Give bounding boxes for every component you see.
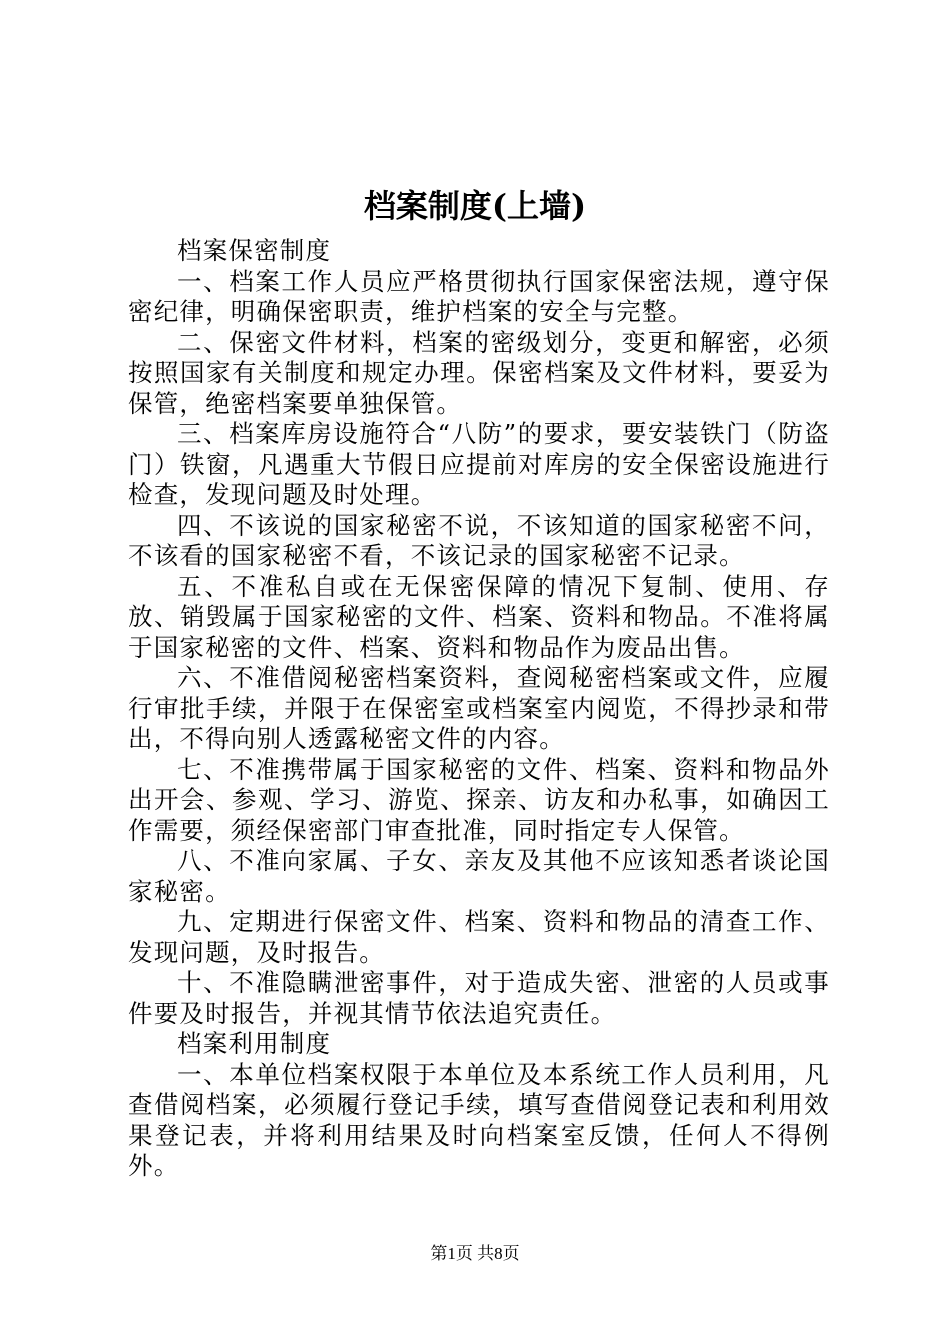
paragraph: 九、定期进行保密文件、档案、资料和物品的清查工作、发现问题，及时报告。 <box>128 907 830 967</box>
paragraph: 六、不准借阅秘密档案资料，查阅秘密档案或文件，应履行审批手续，并限于在保密室或档案室内阅览，不得抄录和带出，不得向别人透露秘密文件的内容。 <box>128 663 830 753</box>
page-footer: 第1页 共8页 <box>430 1244 520 1263</box>
section-heading-usage: 档案利用制度 <box>177 1029 332 1058</box>
section-heading-confidentiality: 档案保密制度 <box>177 236 332 265</box>
paragraph: 五、不准私自或在无保密保障的情况下复制、使用、存放、销毁属于国家秘密的文件、档案、资料和物品。不准将属于国家秘密的文件、档案、资料和物品作为废品出售。 <box>128 571 830 662</box>
paragraph: 一、档案工作人员应严格贯彻执行国家保密法规，遵守保密纪律，明确保密职责，维护档案的安全与完整。 <box>128 266 830 326</box>
document-title: 档案制度(上墙) <box>363 187 587 225</box>
paragraph: 七、不准携带属于国家秘密的文件、档案、资料和物品外出开会、参观、学习、游览、探亲、访友和办私事，如确因工作需要，须经保密部门审查批准，同时指定专人保管。 <box>128 754 830 845</box>
document-body <box>128 236 830 1182</box>
paragraph: 四、不该说的国家秘密不说，不该知道的国家秘密不问，不该看的国家秘密不看，不该记录的国家秘密不记录。 <box>128 510 830 570</box>
paragraph: 一、本单位档案权限于本单位及本系统工作人员利用，凡查借阅档案，必须履行登记手续，填写查借阅登记表和利用效果登记表，并将利用结果及时向档案室反馈，任何人不得例外。 <box>128 1059 830 1180</box>
paragraph: 十、不准隐瞒泄密事件，对于造成失密、泄密的人员或事件要及时报告，并视其情节依法追究责任。 <box>128 968 830 1028</box>
paragraph: 二、保密文件材料，档案的密级划分，变更和解密，必须按照国家有关制度和规定办理。保密档案及文件材料，要妥为保管，绝密档案要单独保管。 <box>128 327 830 418</box>
paragraph: 八、不准向家属、子女、亲友及其他不应该知悉者谈论国家秘密。 <box>128 846 830 906</box>
paragraph: 三、档案库房设施符合“八防”的要求，要安装铁门（防盗门）铁窗，凡遇重大节假日应提前对库房的安全保密设施进行检查，发现问题及时处理。 <box>128 419 830 509</box>
